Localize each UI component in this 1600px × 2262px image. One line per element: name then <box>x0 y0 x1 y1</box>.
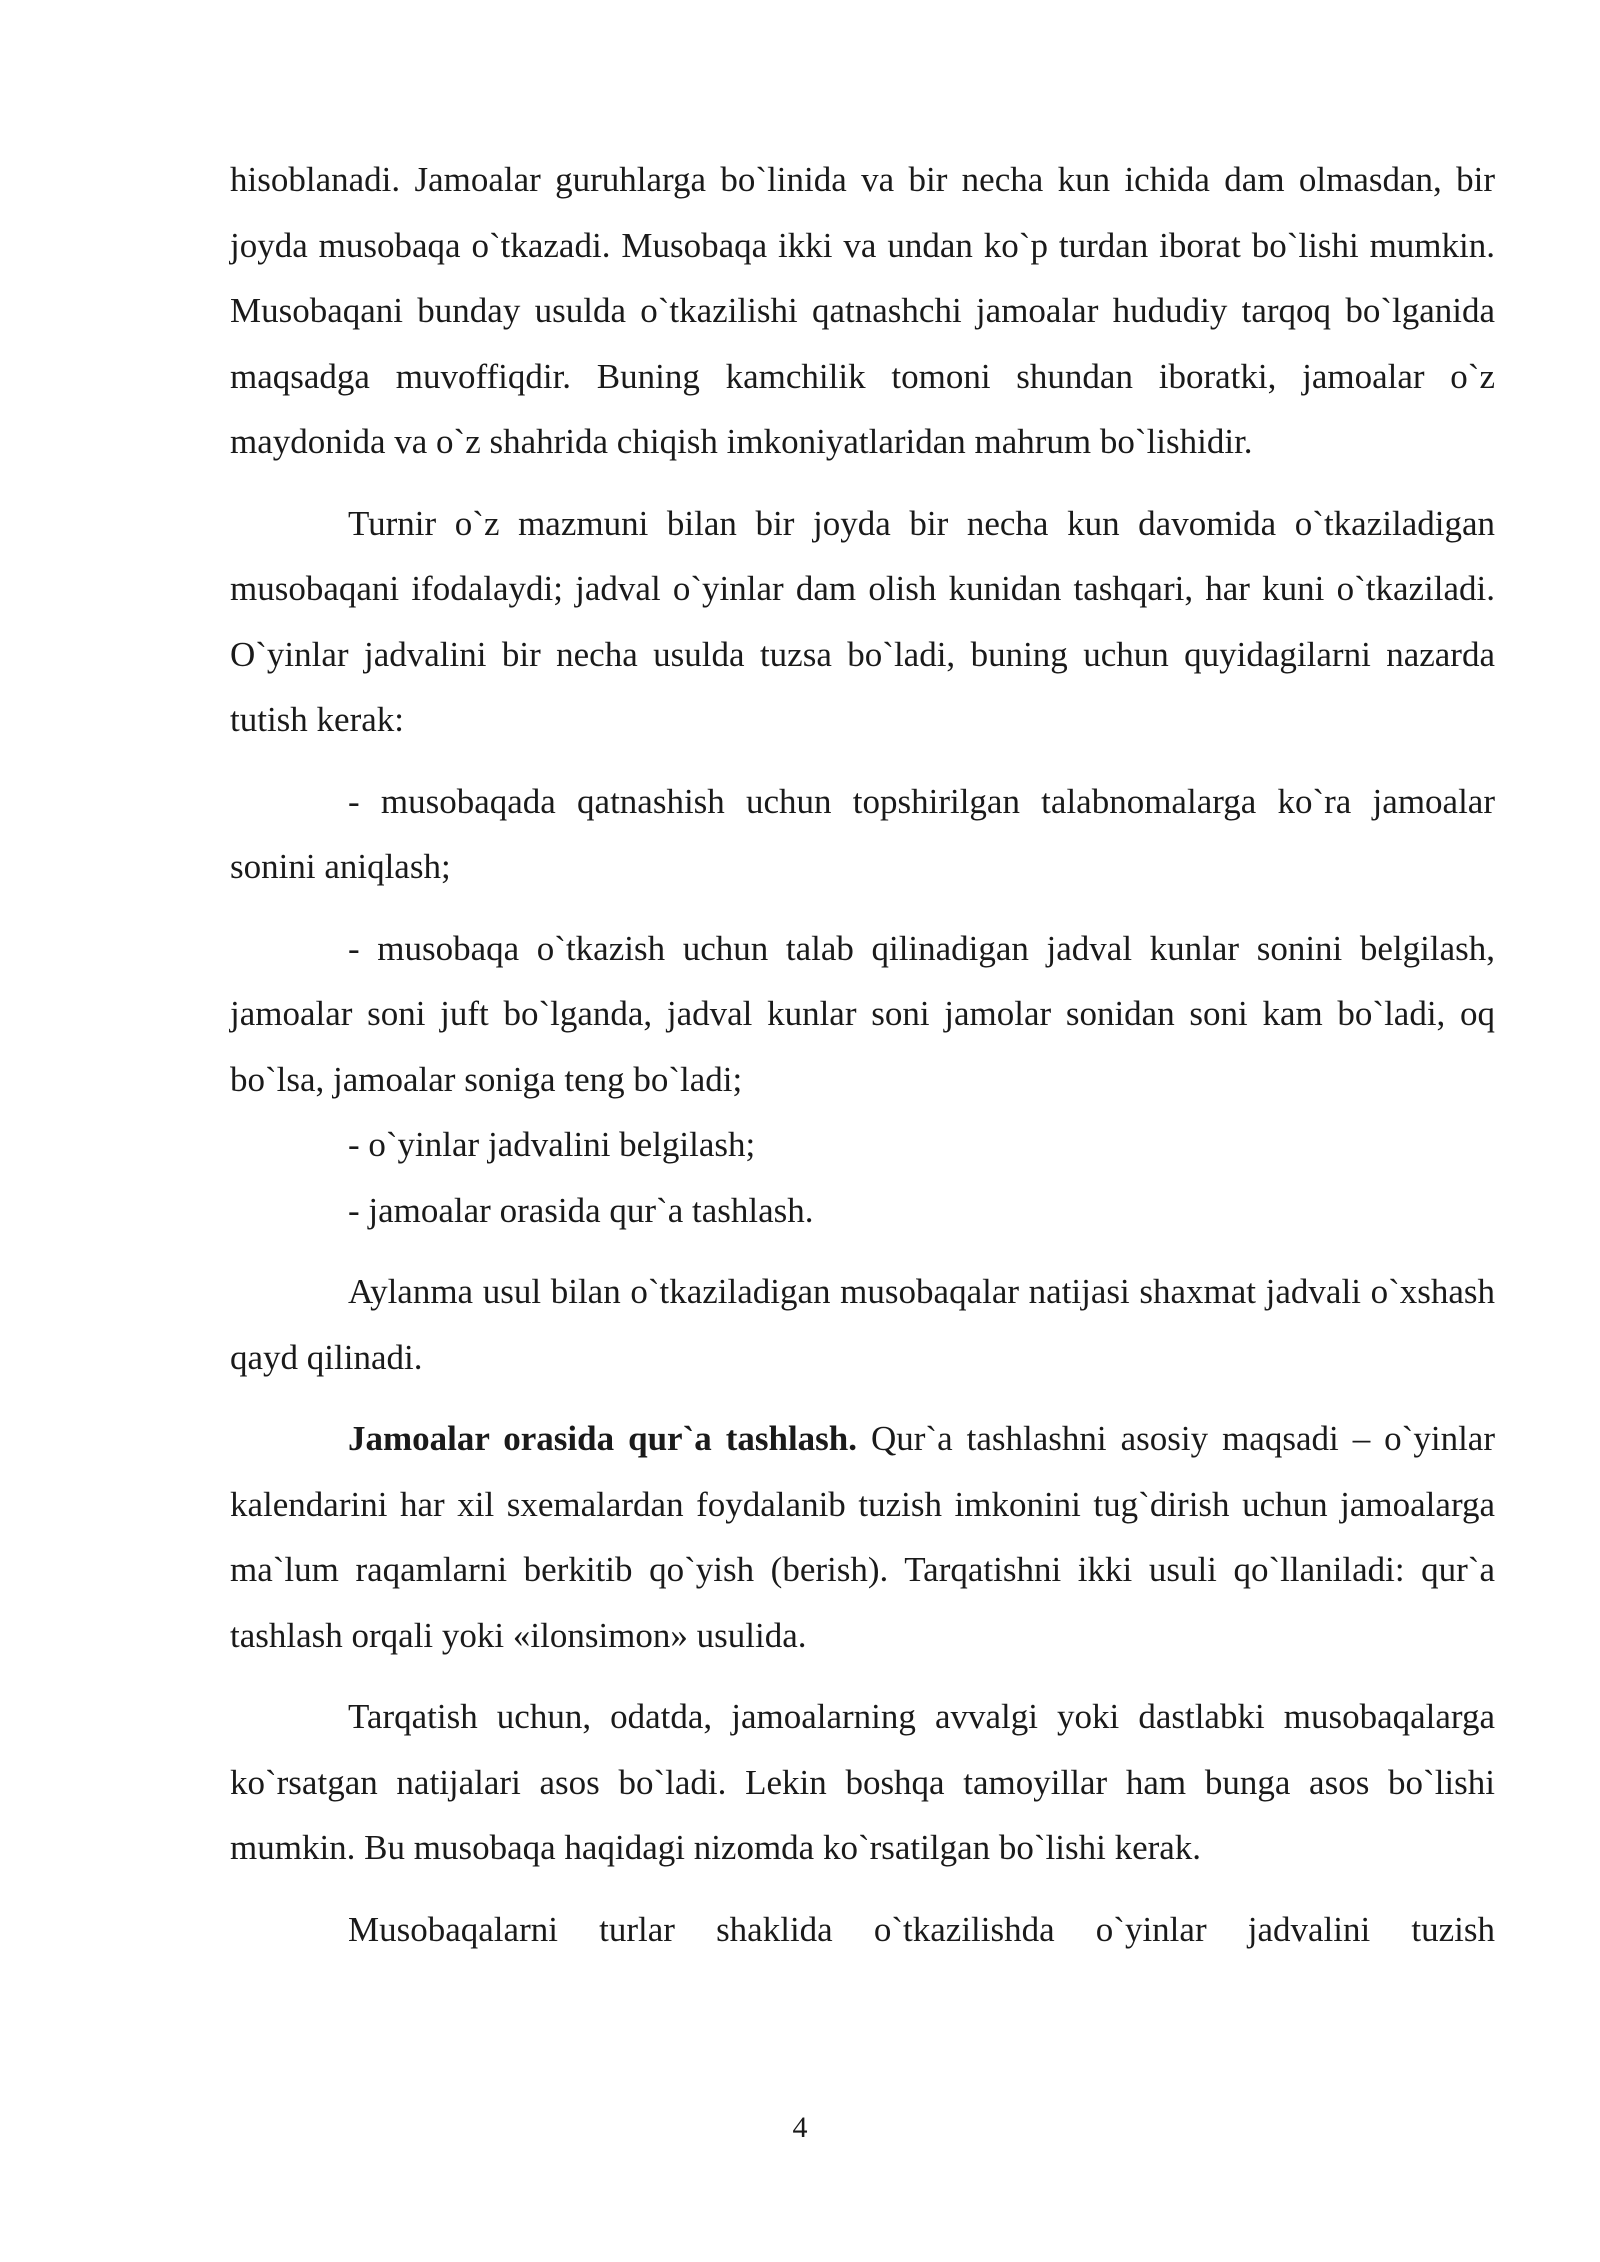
paragraph-draw-text: Qur`a tashlashni asosiy maqsadi – o`yinlar kalendarini har xil sxemalardan foydalanib tuzish imkonini tug`dirish uchun jamoalarga ma`lum raqamlarni berkitib qo`yish (berish). Tarqatishni ikki usuli qo`llaniladi: qur`a tashlash orqali yoki «ilonsimon» usulida. <box>230 1419 1495 1655</box>
paragraph-turnir: Turnir o`z mazmuni bilan bir joyda bir necha kun davomida o`tkaziladigan musobaqani ifodalaydi; jadval o`yinlar dam olish kunidan tashqari, har kuni o`tkaziladi. O`yinlar jadvalini bir necha usulda tuzsa bo`ladi, buning uchun quyidagilarni nazarda tutish kerak: <box>230 503 1495 739</box>
paragraph-continuation: hisoblanadi. Jamoalar guruhlarga bo`linida va bir necha kun ichida dam olmasdan, bir joyda musobaqa o`tkazadi. Musobaqa ikki va undan ko`p turdan iborat bo`lishi mumkin. Musobaqani bunday usulda o`tkazilishi qatnashchi jamoalar hududiy tarqoq bo`lganida maqsadga muvoffiqdir. Buning kamchilik tomoni shundan iboratki, jamoalar o`z maydonida va o`z shahrida chiqish imkoniyatlaridan mahrum bo`lishidir. <box>230 160 1495 461</box>
list-item-game-schedule: - o`yinlar jadvalini belgilash; <box>348 1125 756 1164</box>
paragraph-draw-section <box>230 1406 1495 1668</box>
section-heading-draw: Jamoalar orasida qur`a tashlash. <box>348 1419 858 1458</box>
paragraph-tournament-schedule: Musobaqalarni turlar shaklida o`tkazilishda o`yinlar jadvalini tuzish <box>348 1909 1495 1949</box>
document-body <box>230 147 1495 1978</box>
list-item-team-count: - musobaqada qatnashish uchun topshirilgan talabnomalarga ko`ra jamoalar sonini aniqlash; <box>230 781 1495 886</box>
paragraph-round-robin: Aylanma usul bilan o`tkaziladigan musobaqalar natijasi shaxmat jadvali o`xshash qayd qilinadi. <box>230 1272 1495 1377</box>
list-item-schedule-days: - musobaqa o`tkazish uchun talab qilinadigan jadval kunlar sonini belgilash, jamoalar soni juft bo`lganda, jadval kunlar soni jamolar sonidan soni kam bo`ladi, oq bo`lsa, jamoalar soniga teng bo`ladi; <box>230 928 1495 1099</box>
list-item-draw: - jamoalar orasida qur`a tashlash. <box>348 1190 814 1230</box>
paragraph-distribution: Tarqatish uchun, odatda, jamoalarning avvalgi yoki dastlabki musobaqalarga ko`rsatgan natijalari asos bo`ladi. Lekin boshqa tamoyillar ham bunga asos bo`lishi mumkin. Bu musobaqa haqidagi nizomda ko`rsatilgan bo`lishi kerak. <box>230 1697 1495 1867</box>
page-number: 4 <box>792 2111 808 2144</box>
